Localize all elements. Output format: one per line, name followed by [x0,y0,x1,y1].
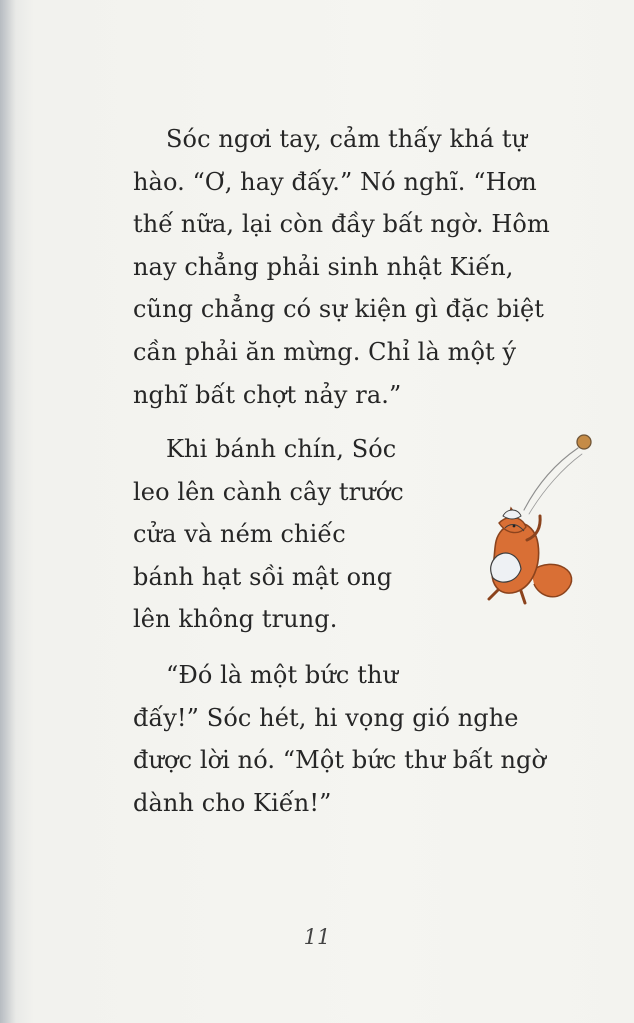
squirrel-throwing-cake-icon [468,428,598,618]
text-line: cũng chẳng có sự kiện gì đặc biệt [133,295,545,324]
text-line: nay chẳng phải sinh nhật Kiến, [133,252,514,281]
text-line: bánh hạt sồi mật ong [133,562,393,591]
text-line: Sóc ngơi tay, cảm thấy khá tự [166,125,528,153]
text-line: cửa và ném chiếc [133,520,346,549]
paragraph-1 [133,118,593,416]
text-line: thế nữa, lại còn đầy bất ngờ. Hôm [133,210,550,239]
text-line: “Đó là một bức thư [166,661,399,689]
page-gutter-shadow [0,0,16,1023]
text-line: đấy!” Sóc hét, hi vọng gió nghe [133,703,519,732]
text-line: được lời nó. “Một bức thư bất ngờ [133,746,547,775]
text-line: cần phải ăn mừng. Chỉ là một ý [133,337,517,366]
text-line: lên không trung. [133,605,338,634]
text-line: hào. “Ơ, hay đấy.” Nó nghĩ. “Hơn [133,167,537,196]
paragraph-3 [133,654,593,824]
page-number: 11 [303,925,331,949]
text-line: leo lên cành cây trước [133,477,404,506]
text-line: nghĩ bất chợt nảy ra.” [133,380,402,409]
text-line: Khi bánh chín, Sóc [166,435,397,463]
text-line: dành cho Kiến!” [133,788,332,817]
